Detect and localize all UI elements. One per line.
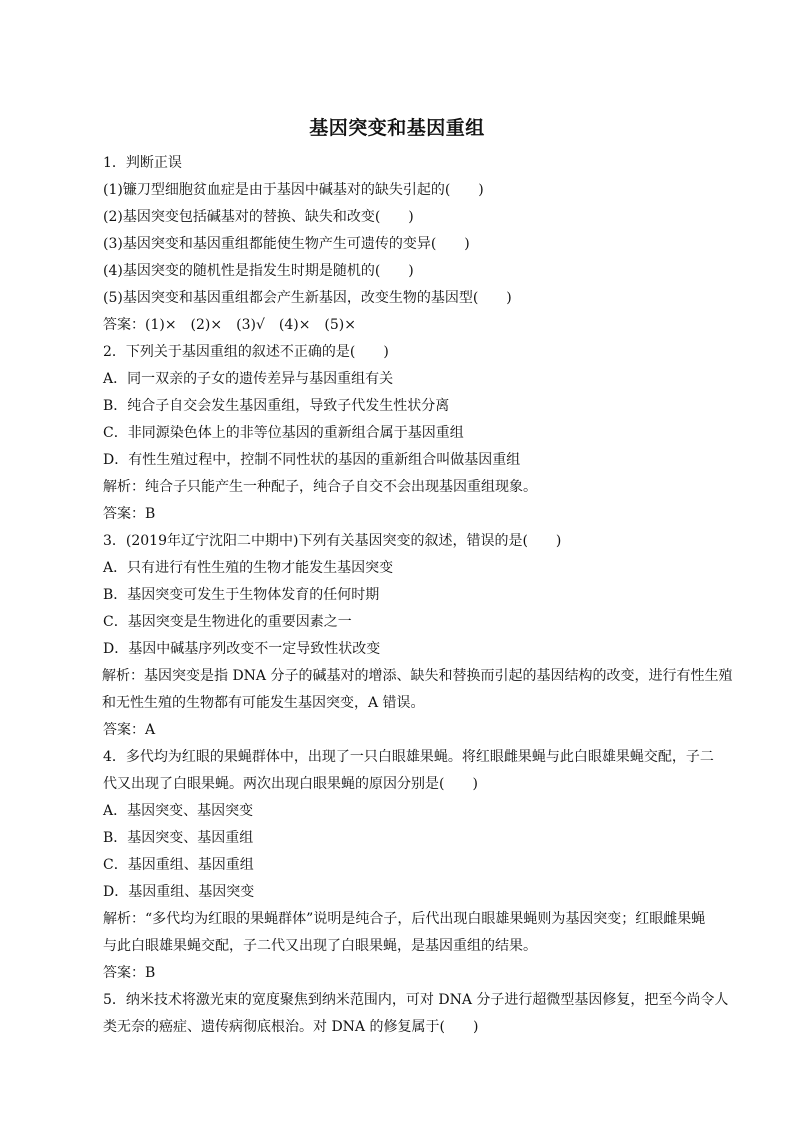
q3-analysis-line1: 解析：基因突变是指 DNA 分子的碱基对的增添、缺失和替换而引起的基因结构的改变，进行有性生殖 [102, 668, 733, 684]
q1-item-4: (4)基因突变的随机性是指发生时期是随机的( ) [103, 263, 414, 279]
q2-answer: 答案：B [103, 506, 156, 522]
q2-option-c: C．非同源染色体上的非等位基因的重新组合属于基因重组 [103, 425, 464, 441]
q1-head: 1．判断正误 [103, 155, 182, 171]
q1-item-1: (1)镰刀型细胞贫血症是由于基因中碱基对的缺失引起的( ) [103, 182, 484, 198]
q4-head-line2: 代又出现了白眼果蝇。两次出现白眼果蝇的原因分别是( ) [103, 776, 478, 792]
q1-answer: 答案：(1)× (2)× (3)√ (4)× (5)× [103, 317, 356, 333]
document-body [102, 150, 733, 1041]
q4-option-b: B．基因突变、基因重组 [103, 830, 254, 846]
q4-analysis-line1: 解析：“多代均为红眼的果蝇群体”说明是纯合子，后代出现白眼雄果蝇则为基因突变；红眼雌果蝇 [103, 911, 706, 927]
q4-option-c: C．基因重组、基因重组 [103, 857, 254, 873]
q2-option-a: A．同一双亲的子女的遗传差异与基因重组有关 [103, 371, 394, 387]
q4-head-line1: 4．多代均为红眼的果蝇群体中，出现了一只白眼雄果蝇。将红眼雌果蝇与此白眼雄果蝇交配，子二 [103, 749, 714, 765]
q3-option-a: A．只有进行有性生殖的生物才能发生基因突变 [103, 560, 394, 576]
q3-head: 3．(2019年辽宁沈阳二中期中)下列有关基因突变的叙述，错误的是( ) [103, 533, 562, 549]
q4-option-a: A．基因突变、基因突变 [103, 803, 254, 819]
q4-analysis-line2: 与此白眼雄果蝇交配，子二代又出现了白眼果蝇，是基因重组的结果。 [103, 938, 537, 954]
q4-option-d: D．基因重组、基因突变 [103, 884, 255, 900]
q5-head-line1: 5．纳米技术将激光束的宽度聚焦到纳米范围内，可对 DNA 分子进行超微型基因修复，把至今尚令人 [103, 992, 729, 1008]
q1-item-2: (2)基因突变包括碱基对的替换、缺失和改变( ) [103, 209, 414, 225]
q3-analysis-line2: 和无性生殖的生物都有可能发生基因突变，A 错误。 [102, 695, 425, 711]
q2-option-b: B．纯合子自交会发生基因重组，导致子代发生性状分离 [103, 398, 450, 414]
q1-item-5: (5)基因突变和基因重组都会产生新基因，改变生物的基因型( ) [103, 290, 512, 306]
q3-answer: 答案：A [103, 722, 156, 738]
q5-head-line2: 类无奈的癌症、遗传病彻底根治。对 DNA 的修复属于( ) [103, 1019, 479, 1035]
q2-head: 2．下列关于基因重组的叙述不正确的是( ) [103, 344, 389, 360]
q2-analysis: 解析：纯合子只能产生一种配子，纯合子自交不会出现基因重组现象。 [103, 479, 537, 495]
q2-option-d: D．有性生殖过程中，控制不同性状的基因的重新组合叫做基因重组 [103, 452, 521, 468]
q1-item-3: (3)基因突变和基因重组都能使生物产生可遗传的变异( ) [103, 236, 470, 252]
page-title: 基因突变和基因重组 [309, 117, 485, 139]
q3-option-d: D．基因中碱基序列改变不一定导致性状改变 [103, 641, 381, 657]
q3-option-c: C．基因突变是生物进化的重要因素之一 [103, 614, 352, 630]
q3-option-b: B．基因突变可发生于生物体发育的任何时期 [103, 587, 380, 603]
q4-answer: 答案：B [103, 965, 156, 981]
